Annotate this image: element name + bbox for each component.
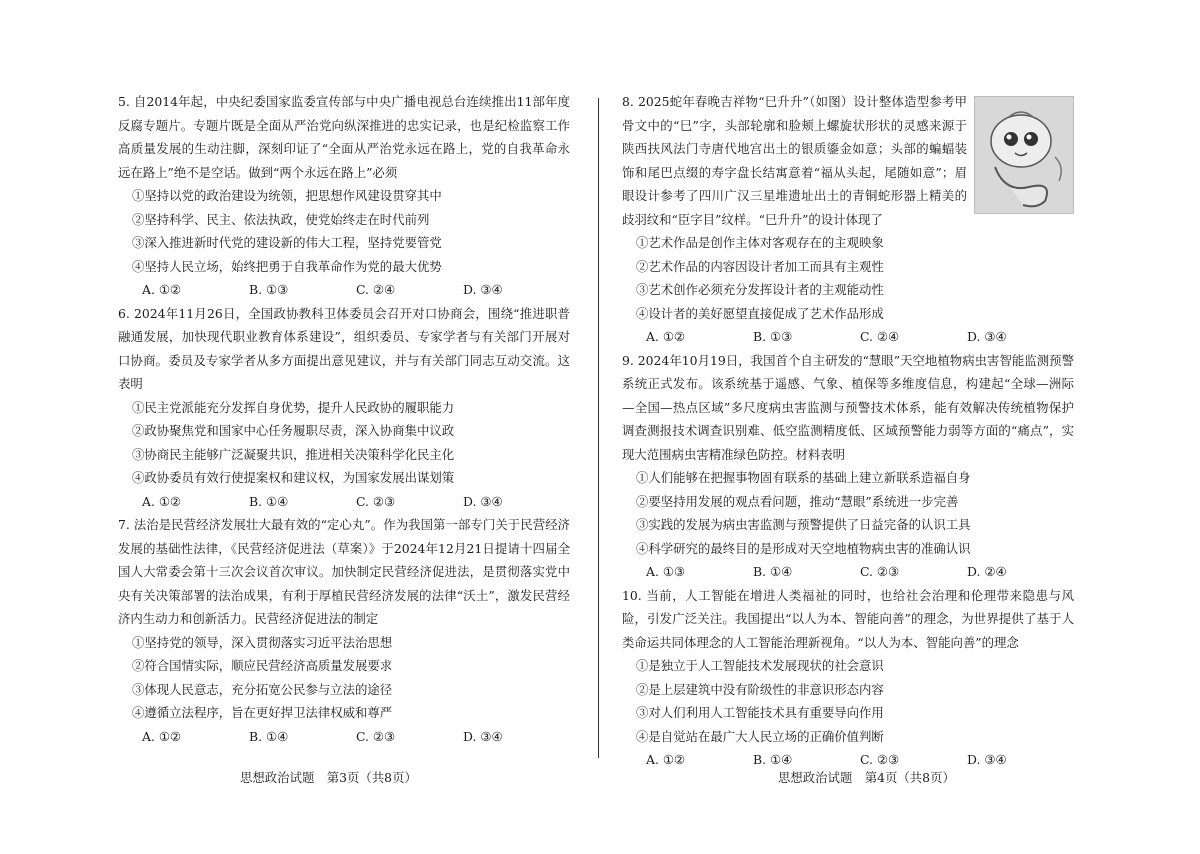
answer-choices xyxy=(118,725,570,749)
option-1: ①人们能够在把握事物固有联系的基础上建立新联系造福自身 xyxy=(636,470,971,485)
option-2: ②政协聚焦党和国家中心任务履职尽责，深入协商集中议政 xyxy=(132,423,455,438)
choice-c[interactable]: C. ②④ xyxy=(356,282,396,297)
page-footer-left: 思想政治试题 第3页（共8页） xyxy=(240,770,417,785)
page-footer-right: 思想政治试题 第4页（共8页） xyxy=(778,770,955,785)
choice-a[interactable]: A. ①② xyxy=(142,493,182,509)
option-1: ①是独立于人工智能技术发展现状的社会意识 xyxy=(636,658,884,673)
option-3: ③协商民主能够广泛凝聚共识，推进相关决策科学化民主化 xyxy=(132,446,455,462)
choice-a[interactable]: A. ①② xyxy=(646,329,686,344)
question-6 xyxy=(118,302,570,514)
choice-c[interactable]: C. ②④ xyxy=(860,329,900,344)
option-2: ②符合国情实际，顺应民营经济高质量发展要求 xyxy=(132,658,393,673)
choice-d[interactable]: D. ③④ xyxy=(463,282,503,297)
choice-b[interactable]: B. ①④ xyxy=(753,564,793,579)
answer-choices xyxy=(118,490,570,514)
left-column xyxy=(118,90,570,748)
option-4: ④设计者的美好愿望直接促成了艺术作品形成 xyxy=(636,305,884,321)
question-stem: 10. 当前，人工智能在增进人类福祉的同时，也给社会治理和伦理带来隐患与风险，引发广泛关注。我国提出“以人为本、智能向善”的理念，为世界提供了基于人类命运共同体理念的人工智能治理新视角。“以人为本、智能向善”的理念 xyxy=(622,587,1074,650)
question-stem: 6. 2024年11月26日，全国政协教科卫体委员会召开对口协商会，围绕“推进职普融通发展，加快现代职业教育体系建设”，组织委员、专家学者与有关部门开展对口协商。委员及专家学者从多方面提出意见建议，并与有关部门同志互动交流。这表明 xyxy=(118,305,570,391)
choice-c[interactable]: C. ②③ xyxy=(860,564,900,579)
choice-b[interactable]: B. ①③ xyxy=(753,329,793,344)
option-2: ②坚持科学、民主、依法执政，使党始终走在时代前列 xyxy=(132,211,430,227)
question-7 xyxy=(118,513,570,748)
snake-mascot-icon xyxy=(975,97,1073,213)
column-divider xyxy=(598,98,599,758)
choice-a[interactable]: A. ①② xyxy=(646,752,686,767)
option-4: ④坚持人民立场，始终把勇于自我革命作为党的最大优势 xyxy=(132,258,442,274)
choice-c[interactable]: C. ②③ xyxy=(860,752,900,767)
option-1: ①坚持以党的政治建设为统领，把思想作风建设贯穿其中 xyxy=(132,188,442,203)
choice-c[interactable]: C. ②③ xyxy=(356,728,396,744)
option-3: ③深入推进新时代党的建设新的伟大工程，坚持党要管党 xyxy=(132,235,442,250)
choice-b[interactable]: B. ①④ xyxy=(249,493,289,509)
question-9 xyxy=(622,349,1074,584)
answer-choices xyxy=(622,560,1074,584)
choice-d[interactable]: D. ③④ xyxy=(463,493,503,509)
option-4: ④政协委员有效行使提案权和建议权，为国家发展出谋划策 xyxy=(132,470,455,485)
question-8 xyxy=(622,90,1074,349)
option-4: ④遵循立法程序，旨在更好捍卫法律权威和尊严 xyxy=(132,705,393,720)
question-stem: 7. 法治是民营经济发展壮大最有效的“定心丸”。作为我国第一部专门关于民营经济发展的基础性法律，《民营经济促进法（草案）》于2024年12月21日提请十四届全国人大常委会第十三次会议首次审议。加快制定民营经济促进法，是贯彻落实党中央有关决策部署的法治成果，有利于厚植民营经济发展的法律“沃土”，激发民营经济内生动力和创新活力。民营经济促进法的制定 xyxy=(118,517,570,626)
choice-d[interactable]: D. ③④ xyxy=(967,752,1007,767)
option-4: ④科学研究的最终目的是形成对天空地植物病虫害的准确认识 xyxy=(636,540,971,556)
answer-choices xyxy=(622,325,1074,349)
right-column xyxy=(622,90,1074,772)
option-1: ①坚持党的领导，深入贯彻落实习近平法治思想 xyxy=(132,634,393,650)
question-stem: 8. 2025蛇年春晚吉祥物“巳升升”（如图）设计整体造型参考甲骨文中的“巳”字，头部轮廓和脸颊上螺旋状形状的灵感来源于陕西扶风法门寺唐代地宫出土的银质鎏金如意；头部的蝙蝠装饰和尾巴点缀的寿字盘长结寓意着“福从头起，尾随如意”；眉眼设计参考了四川广汉三星堆遗址出土的青铜蛇形器上精美的歧羽纹和“臣字目”纹样。“巳升升”的设计体现了 xyxy=(622,94,967,227)
choice-b[interactable]: B. ①③ xyxy=(249,282,289,297)
choice-a[interactable]: A. ①③ xyxy=(646,564,686,579)
choice-d[interactable]: D. ③④ xyxy=(967,329,1007,344)
choice-a[interactable]: A. ①② xyxy=(142,728,182,744)
option-2: ②是上层建筑中没有阶级性的非意识形态内容 xyxy=(636,681,884,697)
choice-d[interactable]: D. ③④ xyxy=(463,728,503,744)
choice-a[interactable]: A. ①② xyxy=(142,282,182,297)
option-4: ④是自觉站在最广大人民立场的正确价值判断 xyxy=(636,728,884,744)
option-3: ③艺术创作必须充分发挥设计者的主观能动性 xyxy=(636,282,884,297)
option-3: ③实践的发展为病虫害监测与预警提供了日益完备的认识工具 xyxy=(636,517,971,532)
option-3: ③对人们利用人工智能技术具有重要导向作用 xyxy=(636,705,884,720)
option-1: ①艺术作品是创作主体对客观存在的主观映象 xyxy=(636,235,884,250)
choice-c[interactable]: C. ②③ xyxy=(356,493,396,509)
question-5 xyxy=(118,90,570,302)
mascot-illustration xyxy=(974,96,1074,214)
question-stem: 9. 2024年10月19日，我国首个自主研发的“慧眼”天空地植物病虫害智能监测预警系统正式发布。该系统基于遥感、气象、植保等多维度信息，构建起“全球—洲际—全国—热点区域”多尺度病虫害监测与预警技术体系，能有效解决传统植物保护调查测报技术调查识别难、低空监测精度低、区域预警能力弱等方面的“痛点”，实现大范围病虫害精准绿色防控。材料表明 xyxy=(622,352,1074,462)
option-2: ②要坚持用发展的观点看问题，推动“慧眼”系统进一步完善 xyxy=(636,493,959,509)
choice-b[interactable]: B. ①④ xyxy=(753,752,793,767)
option-3: ③体现人民意志，充分拓宽公民参与立法的途径 xyxy=(132,681,393,697)
choice-d[interactable]: D. ②④ xyxy=(967,564,1007,579)
option-2: ②艺术作品的内容因设计者加工而具有主观性 xyxy=(636,258,884,274)
question-10 xyxy=(622,584,1074,772)
option-1: ①民主党派能充分发挥自身优势，提升人民政协的履职能力 xyxy=(132,399,455,415)
answer-choices xyxy=(118,278,570,302)
question-stem: 5. 自2014年起，中央纪委国家监委宣传部与中央广播电视总台连续推出11部年度反腐专题片。专题片既是全面从严治党向纵深推进的忠实记录，也是纪检监察工作高质量发展的生动注脚，深刻印证了“全面从严治党永远在路上，党的自我革命永远在路上”绝不是空话。做到“两个永远在路上”必须 xyxy=(118,94,570,180)
choice-b[interactable]: B. ①④ xyxy=(249,728,289,744)
